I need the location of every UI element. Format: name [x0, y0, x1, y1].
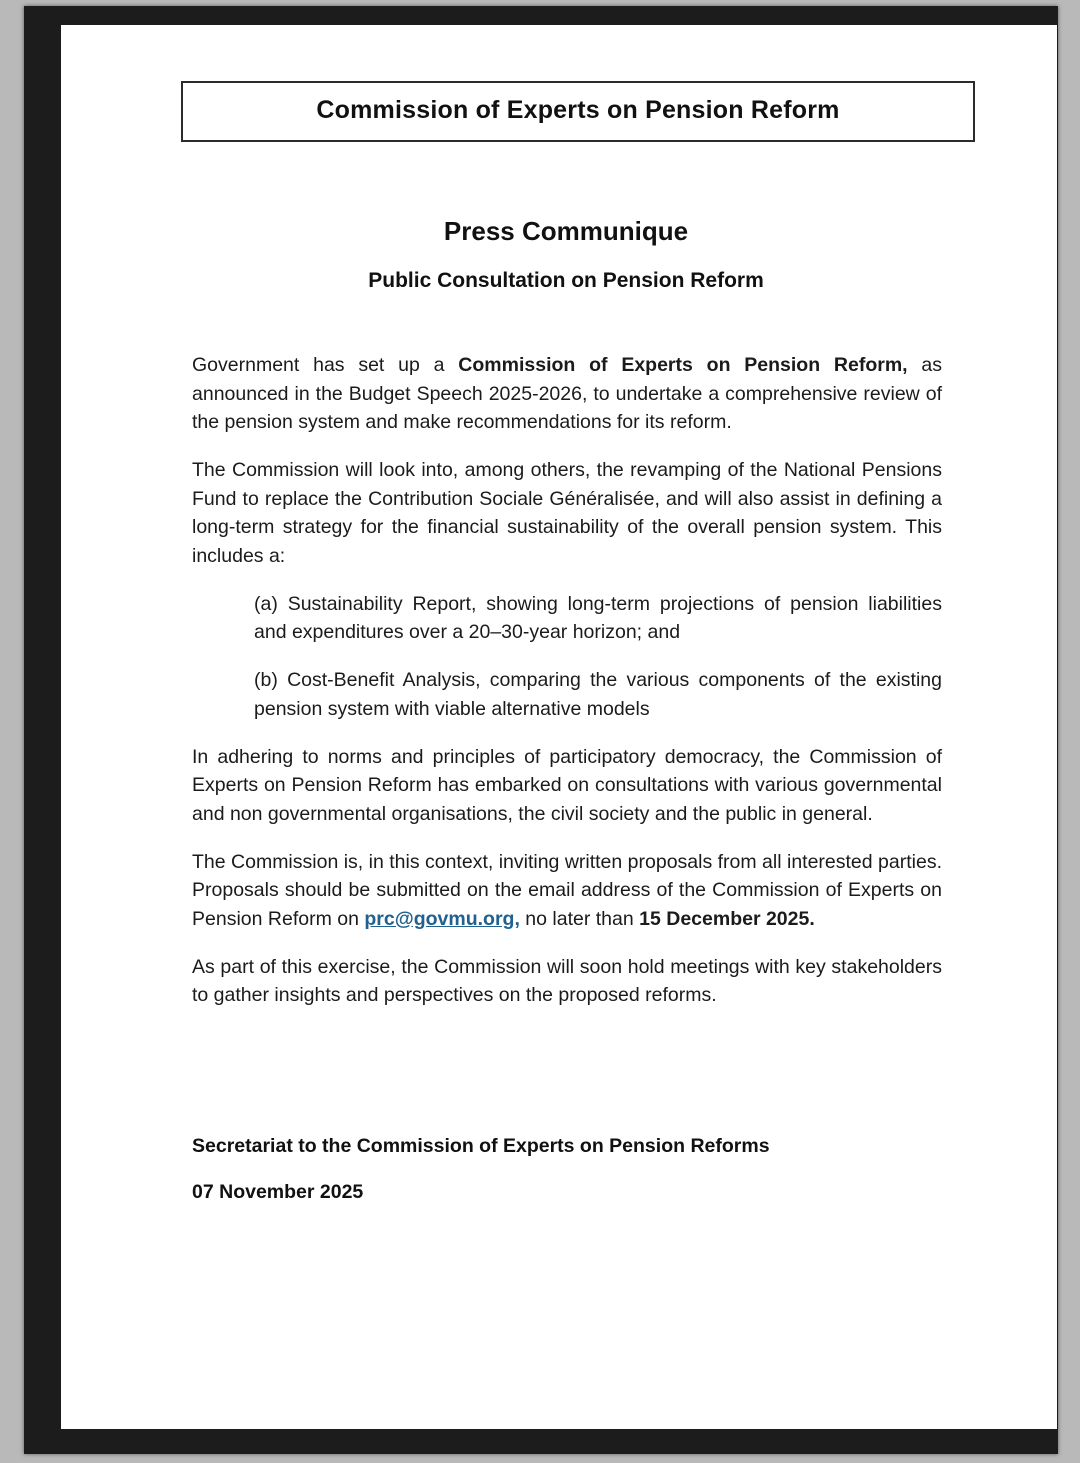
commission-name-bold: Commission of Experts on Pension Reform,: [458, 354, 908, 376]
paragraph-stakeholders: As part of this exercise, the Commission will soon hold meetings with key stakeholders to gather insights and perspectives on the proposed reforms.: [192, 955, 942, 1006]
paragraph-scope: The Commission will look into, among others, the revamping of the National Pensions Fund to replace the Contribution Sociale Généralisée, and will also assist in defining a long-term strategy for the financial sustainability of the overall pension system. This includes a:: [192, 459, 942, 567]
email-link[interactable]: prc@govmu.org,: [364, 907, 520, 930]
paragraph-proposals: [192, 848, 942, 934]
paragraph-proposals-part2: no later than: [519, 907, 640, 930]
paragraph-intro-part2: as announced in the Budget Speech 2025-2026, to undertake a comprehensive review of the pension system and make recommendations for its reform.: [192, 354, 943, 433]
paragraph-intro: [192, 351, 942, 437]
signature-date: 07 November 2025: [192, 1180, 364, 1203]
list-item-b: (b) Cost-Benefit Analysis, comparing the various components of the existing pension system with viable alternative models: [254, 669, 942, 720]
document-heading: Press Communique: [443, 216, 689, 246]
signature-block: [192, 1135, 942, 1204]
signature-author: Secretariat to the Commission of Experts on Pension Reforms: [192, 1134, 770, 1157]
paragraph-proposals-part1: The Commission is, in this context, inviting written proposals from all interested parties. Proposals should be submitted on the email address of the Commission of Experts on Pension Reform on: [192, 850, 942, 930]
list-item-a: (a) Sustainability Report, showing long-term projections of pension liabilities and expenditures over a 20–30-year horizon; and: [254, 592, 942, 643]
document-photo-frame: [24, 6, 1058, 1454]
document-body: [192, 351, 942, 1204]
page-title: Commission of Experts on Pension Reform: [316, 96, 840, 124]
document-page: [61, 25, 1057, 1429]
submission-deadline: 15 December 2025.: [639, 907, 815, 930]
document-subheading: Public Consultation on Pension Reform: [368, 269, 764, 292]
paragraph-intro-part1: Government has set up a: [192, 354, 459, 376]
page-content-area: [85, 35, 1047, 1419]
paragraph-consultation: In adhering to norms and principles of participatory democracy, the Commission of Experts on Pension Reform has embarked on consultations with various governmental and non governmental organisations, the civil society and the public in general.: [192, 745, 942, 825]
header-title-box: [181, 81, 975, 142]
